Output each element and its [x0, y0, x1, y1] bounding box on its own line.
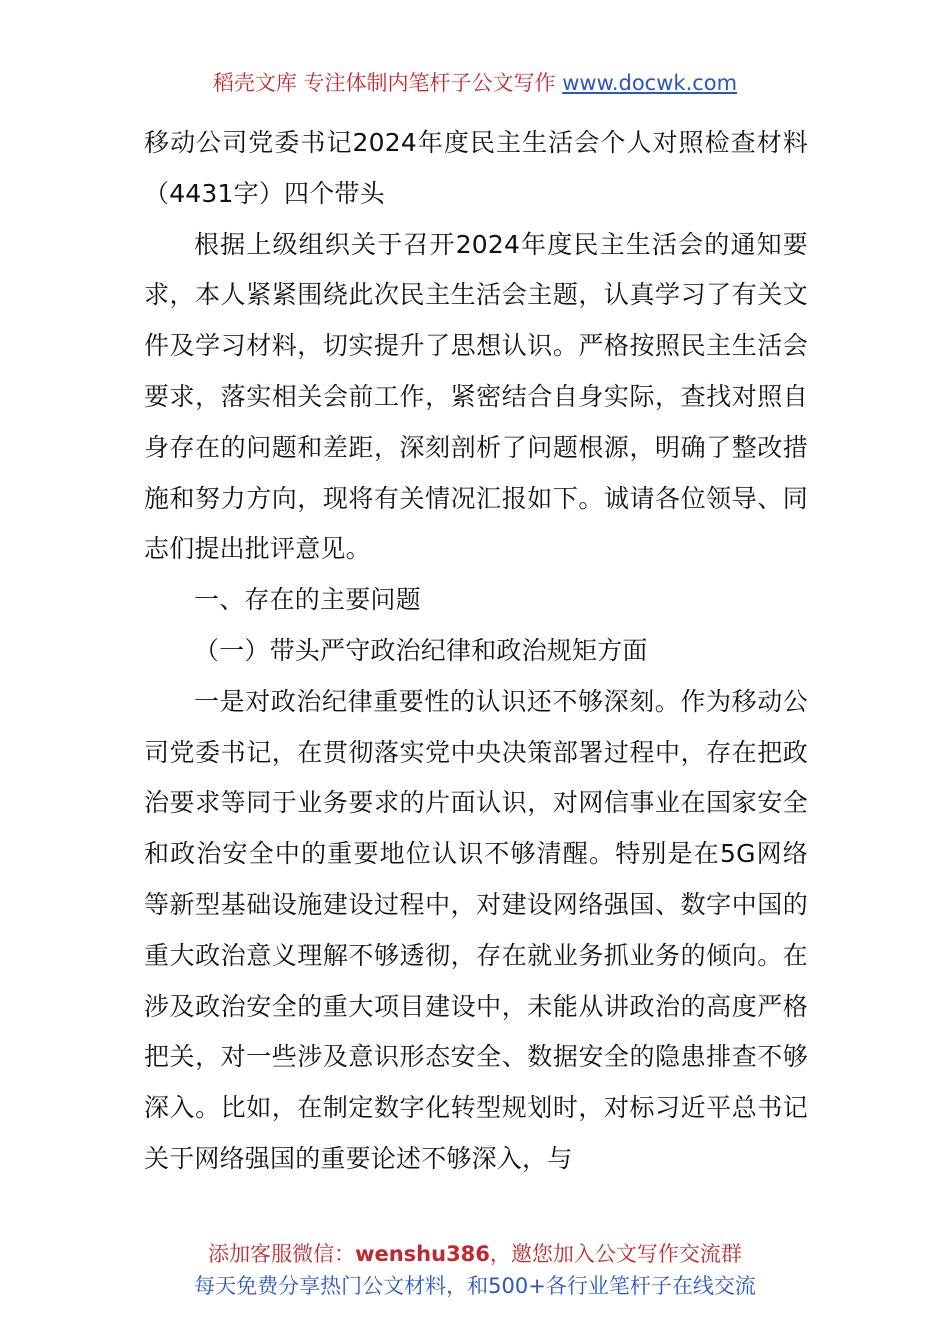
footer-contact-line — [0, 1238, 950, 1270]
document-title: 移动公司党委书记2024年度民主生活会个人对照检查材料（4431字）四个带头 — [144, 128, 808, 208]
header-brand-text: 稻壳文库 专注体制内笔杆子公文写作 — [212, 71, 563, 95]
footer-wechat-id: wenshu386 — [355, 1242, 490, 1266]
page-header — [0, 66, 950, 100]
subsection-heading: （一）带头严守政治纪律和政治规矩方面 — [194, 635, 648, 665]
header-url-link[interactable]: www.docwk.com — [562, 71, 738, 95]
intro-paragraph: 根据上级组织关于召开2024年度民主生活会的通知要求，本人紧紧围绕此次民主生活会主题，认真学习了有关文件及学习材料，切实提升了思想认识。严格按照民主生活会要求，落实相关会前工作，紧密结合自身实际，查找对照自身存在的问题和差距，深刻剖析了问题根源，明确了整改措施和努力方向，现将有关情况汇报如下。诚请各位领导、同志们提出批评意见。 — [144, 229, 808, 564]
body-paragraph: 一是对政治纪律重要性的认识还不够深刻。作为移动公司党委书记，在贯彻落实党中央决策部署过程中，存在把政治要求等同于业务要求的片面认识，对网信事业在国家安全和政治安全中的重要地位认识不够清醒。特别是在5G网络等新型基础设施建设过程中，对建设网络强国、数字中国的重大政治意义理解不够透彻，存在就业务抓业务的倾向。在涉及政治安全的重大项目建设中，未能从讲政治的高度严格把关，对一些涉及意识形态安全、数据安全的隐患排查不够深入。比如，在制定数字化转型规划时，对标习近平总书记关于网络强国的重要论述不够深入，与 — [144, 686, 808, 1173]
footer-contact-prefix: 添加客服微信： — [208, 1242, 356, 1266]
footer-contact-suffix: ，邀您加入公文写作交流群 — [489, 1242, 742, 1266]
document-body — [144, 118, 808, 1185]
footer-promo-line: 每天免费分享热门公文材料，和500+各行业笔杆子在线交流 — [194, 1274, 756, 1298]
section-heading: 一、存在的主要问题 — [194, 585, 421, 615]
page-footer — [0, 1238, 950, 1302]
